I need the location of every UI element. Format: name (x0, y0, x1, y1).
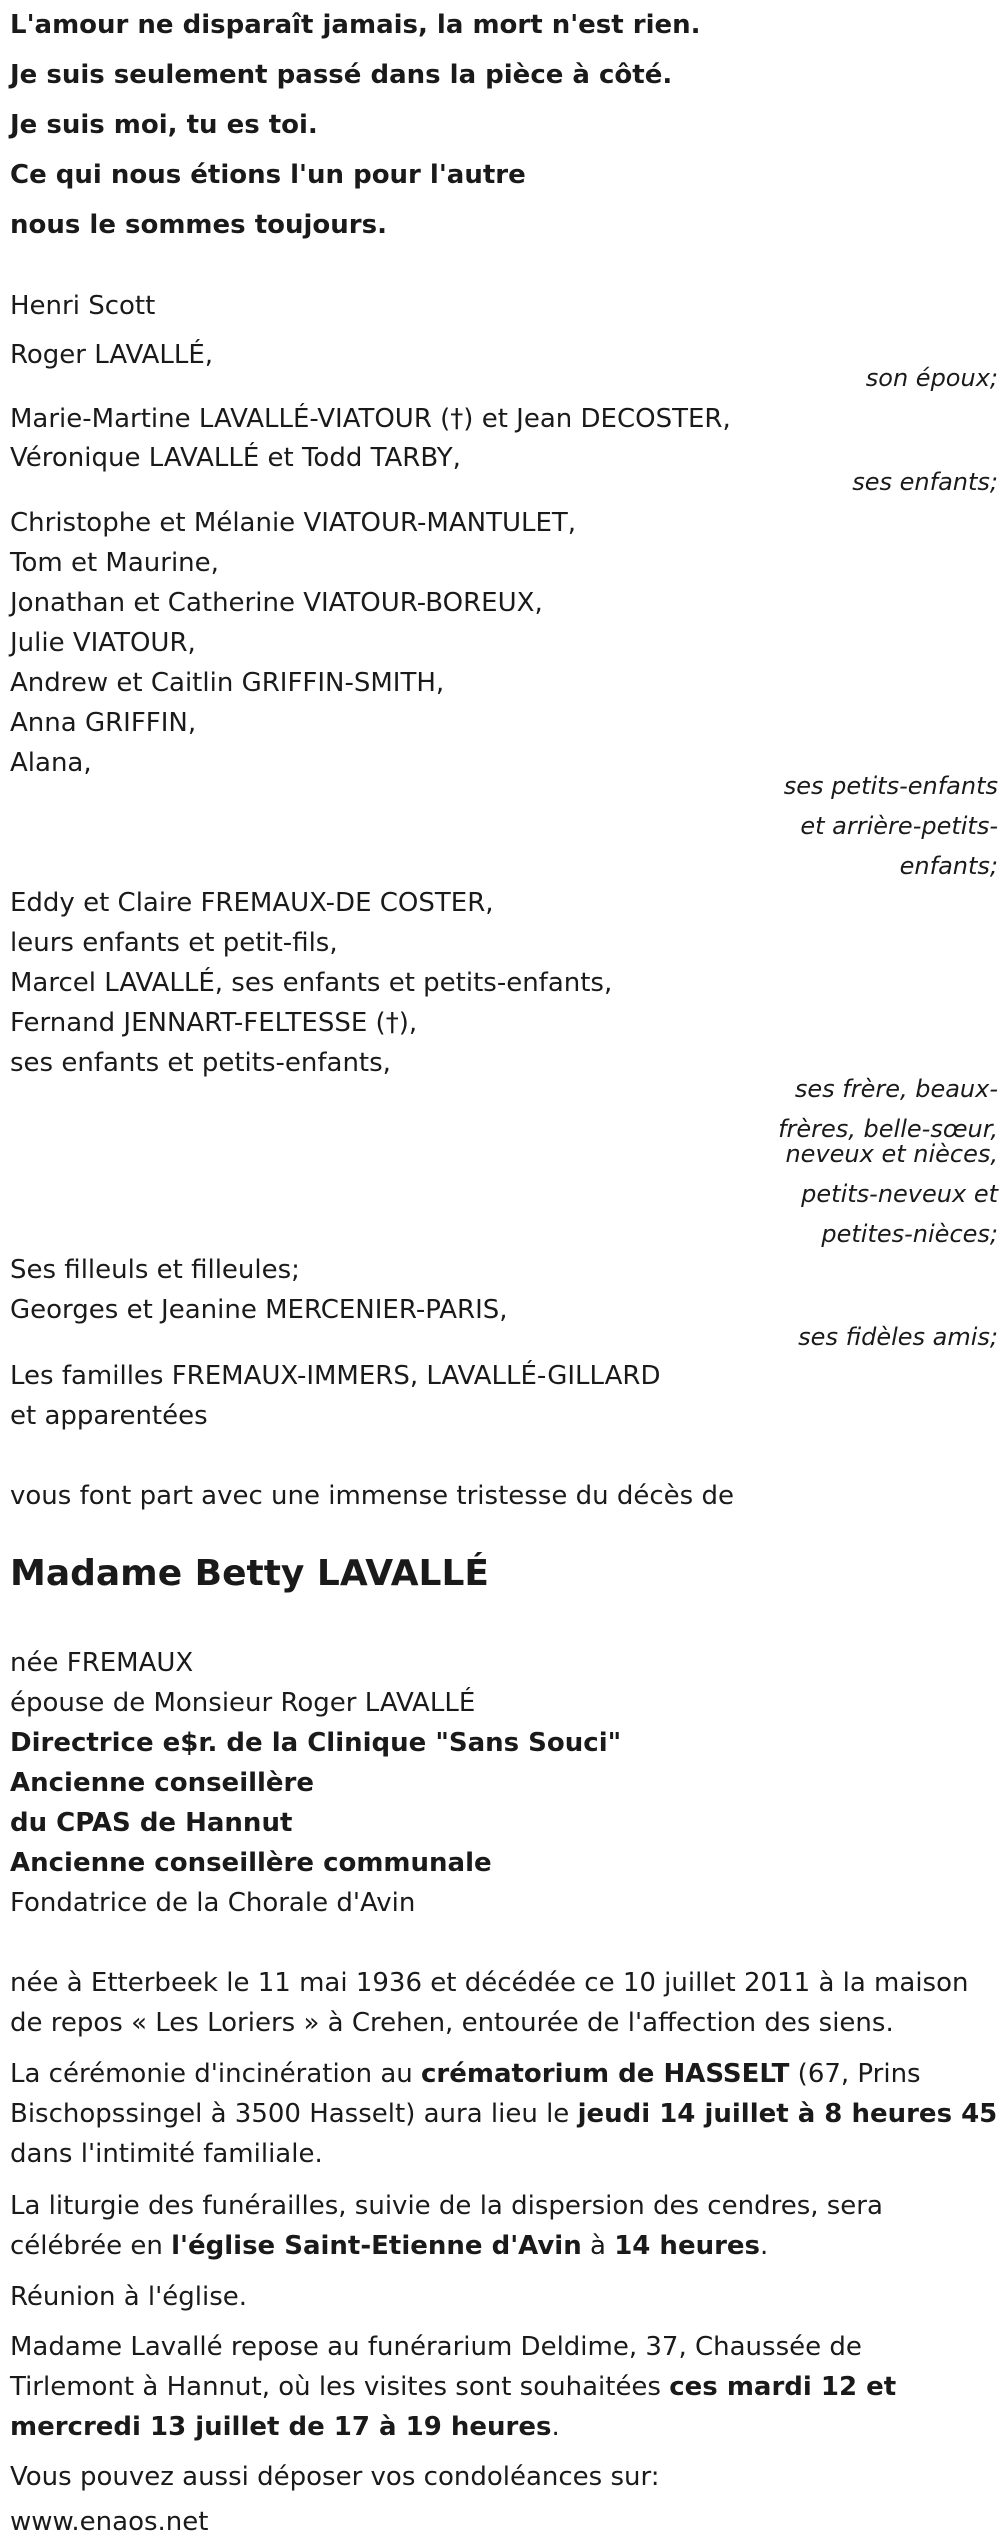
family-name: ses enfants et petits-enfants, (10, 1048, 391, 1078)
family-name: Roger LAVALLÉ, (10, 340, 214, 370)
relation-label: frères, belle-sœur, (778, 1115, 998, 1143)
relation-label: et arrière-petits- (800, 812, 998, 840)
info-text: La cérémonie d'incinération au (10, 2059, 421, 2089)
family-name: Andrew et Caitlin GRIFFIN-SMITH, (10, 668, 445, 698)
info-text: Tirlemont à Hannut, où les visites sont souhaitées (10, 2372, 670, 2402)
website-link[interactable]: www.enaos.net (10, 2507, 209, 2537)
info-text-bold: 14 heures (614, 2231, 761, 2261)
relation-label: neveux et nièces, (785, 1140, 998, 1168)
relation-label: enfants; (899, 852, 998, 880)
family-name: Fernand JENNART-FELTESSE (†), (10, 1008, 418, 1038)
poem-line: Je suis seulement passé dans la pièce à côté. (10, 60, 673, 90)
family-name: Eddy et Claire FREMAUX-DE COSTER, (10, 888, 494, 918)
info-text-bold: jeudi 14 juillet à 8 heures 45 (577, 2099, 998, 2129)
info-text-bold: ces mardi 12 et (669, 2372, 897, 2402)
family-name: Georges et Jeanine MERCENIER-PARIS, (10, 1295, 508, 1325)
info-line: Vous pouvez aussi déposer vos condoléances sur: (10, 2462, 660, 2492)
deceased-detail: Ancienne conseillère communale (10, 1848, 492, 1878)
announcement-text: vous font part avec une immense tristesse du décès de (10, 1481, 734, 1511)
family-name: Henri Scott (10, 291, 156, 321)
family-name: Julie VIATOUR, (10, 628, 196, 658)
family-name: Marcel LAVALLÉ, ses enfants et petits-enfants, (10, 968, 613, 998)
deceased-detail: née FREMAUX (10, 1648, 194, 1678)
family-name: Marie-Martine LAVALLÉ-VIATOUR (†) et Jean DECOSTER, (10, 404, 731, 434)
family-name: Ses filleuls et filleules; (10, 1255, 300, 1285)
info-line (10, 2057, 921, 2091)
info-line (10, 2097, 997, 2131)
family-name: Alana, (10, 748, 92, 778)
info-text-bold: l'église Saint-Etienne d'Avin (171, 2231, 582, 2261)
relation-label: petits-neveux et (801, 1180, 998, 1208)
info-line: Madame Lavallé repose au funérarium Deldime, 37, Chaussée de (10, 2332, 862, 2362)
deceased-detail: du CPAS de Hannut (10, 1808, 293, 1838)
families-line: Les familles FREMAUX-IMMERS, LAVALLÉ-GILLARD (10, 1361, 661, 1391)
info-text: à (581, 2231, 615, 2261)
families-line: et apparentées (10, 1401, 208, 1431)
poem-line: Ce qui nous étions l'un pour l'autre (10, 160, 526, 190)
info-line: dans l'intimité familiale. (10, 2139, 323, 2169)
relation-label: ses petits-enfants (783, 772, 998, 800)
poem-line: L'amour ne disparaît jamais, la mort n'est rien. (10, 10, 701, 40)
poem-line: Je suis moi, tu es toi. (10, 110, 318, 140)
family-name: Christophe et Mélanie VIATOUR-MANTULET, (10, 508, 577, 538)
info-text: célébrée en (10, 2231, 172, 2261)
info-text-bold: mercredi 13 juillet de 17 à 19 heures (10, 2412, 552, 2442)
relation-label: ses frère, beaux- (794, 1075, 998, 1103)
info-text: . (760, 2231, 769, 2261)
relation-label: petites-nièces; (821, 1220, 998, 1248)
deceased-detail: Directrice e$r. de la Clinique "Sans Souci" (10, 1728, 622, 1758)
info-line (10, 2229, 768, 2263)
deceased-detail: épouse de Monsieur Roger LAVALLÉ (10, 1688, 476, 1718)
info-line: La liturgie des funérailles, suivie de la dispersion des cendres, sera (10, 2191, 883, 2221)
info-text: Bischopssingel à 3500 Hasselt) aura lieu le (10, 2099, 578, 2129)
poem-line: nous le sommes toujours. (10, 210, 387, 240)
family-name: leurs enfants et petit-fils, (10, 928, 338, 958)
family-name: Jonathan et Catherine VIATOUR-BOREUX, (10, 588, 543, 618)
family-name: Véronique LAVALLÉ et Todd TARBY, (10, 443, 461, 473)
info-text: . (551, 2412, 560, 2442)
deceased-detail: Ancienne conseillère (10, 1768, 315, 1798)
relation-label: ses fidèles amis; (798, 1323, 998, 1351)
info-line: Réunion à l'église. (10, 2282, 248, 2312)
deceased-name: Madame Betty LAVALLÉ (10, 1553, 490, 1594)
family-name: Tom et Maurine, (10, 548, 219, 578)
deceased-detail: Fondatrice de la Chorale d'Avin (10, 1888, 416, 1918)
info-line (10, 2370, 896, 2404)
info-text-bold: crématorium de HASSELT (421, 2059, 790, 2089)
info-line (10, 2410, 560, 2444)
info-text: (67, Prins (789, 2059, 921, 2089)
info-line: de repos « Les Loriers » à Crehen, entourée de l'affection des siens. (10, 2008, 894, 2038)
family-name: Anna GRIFFIN, (10, 708, 197, 738)
info-line: née à Etterbeek le 11 mai 1936 et décédée ce 10 juillet 2011 à la maison (10, 1968, 969, 1998)
relation-label: son époux; (865, 364, 998, 392)
relation-label: ses enfants; (852, 468, 998, 496)
